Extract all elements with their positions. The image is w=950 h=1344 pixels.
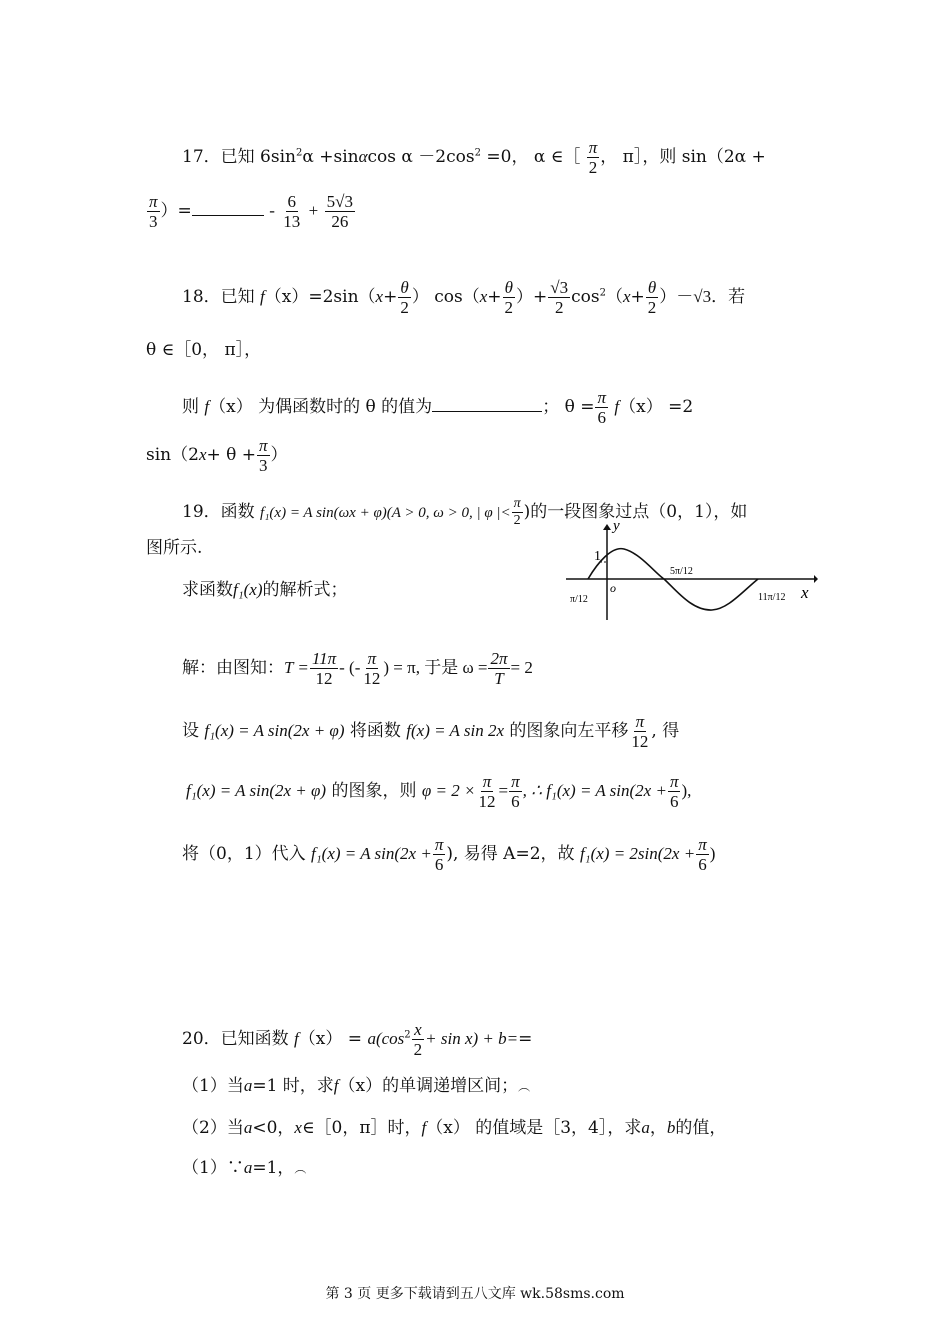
q18-line3: 则 f（x） 为偶函数时的 θ 的值为 ； θ = $\frac{\pi}{6}$ f（x） =2 (182, 388, 694, 427)
q19-line3: 求函数f₁(x)的解析式； (182, 580, 348, 600)
fraction-theta-2: $\frac{\theta}{2}$ (647, 278, 657, 317)
q20-line1: 20．已知函数 $f(x) = a(\cos^2$ $\frac{x}{2}$ + sin x) + b== (182, 1020, 533, 1059)
fraction-pi-12: $\frac{\pi}{12}$ (631, 712, 649, 751)
y-tick-one: 1 (594, 549, 601, 564)
q18-line2: θ ∈［0， π］， (146, 340, 262, 360)
fraction-11pi-12: $\frac{11\pi}{12}$ (311, 649, 337, 688)
fraction-pi-3: $\frac{\pi}{3}$ (259, 436, 268, 475)
tick-11pi-12: 11π/12 (758, 592, 786, 603)
fraction-pi-2: $\frac{\pi}{2}$ (513, 496, 521, 528)
q20-solution-1: （1）∵a=1，︵ (182, 1158, 307, 1178)
fraction-sqrt3-2: $\frac{√3}{2}$ (550, 278, 569, 317)
fraction-pi-6: $\frac{\pi}{6}$ (434, 835, 444, 874)
fraction-pi-12: $\frac{\pi}{12}$ (363, 649, 381, 688)
fraction-pi-12: $\frac{\pi}{12}$ (478, 772, 496, 811)
fraction-pi-6: $\frac{\pi}{6}$ (698, 835, 707, 874)
x-label: x (801, 583, 809, 602)
page-footer: 第 3 页 更多下载请到五八文库 wk.58sms.com (325, 1286, 625, 1302)
x-axis-arrow (814, 575, 818, 583)
q18-line4: sin（2x+ θ + $\frac{\pi}{3}$ ） (146, 436, 288, 475)
tick-minus-pi-12: π/12 (570, 594, 588, 605)
y-label: y (613, 522, 620, 534)
fraction-pi-6: $\frac{\pi}{6}$ (511, 772, 520, 811)
q19-solution-2: 设 f₁(x) = A sin(2x + φ) 将函数 f(x) = A sin 2x 的图象向左平移 $\frac{\pi}{12}$ , 得 (182, 712, 680, 751)
bracket-mark: ︵ (518, 1079, 531, 1094)
fraction-theta-2: $\frac{\theta}{2}$ (504, 278, 514, 317)
q19-line2: 图所示. (146, 538, 203, 558)
q20-part1: （1）当a=1 时，求f（x）的单调递增区间；︵ (182, 1076, 531, 1096)
fraction-theta-2: $\frac{\theta}{2}$ (400, 278, 409, 317)
q17-line2: $\frac{\pi}{3}$ ）= - $\frac{6}{13}$ + $\frac{5√3}{26}$ (149, 192, 354, 231)
bracket-mark: ︵ (294, 1161, 307, 1176)
fraction-pi-6: $\frac{\pi}{6}$ (669, 772, 679, 811)
q19-line1: 19．函数 f₁(x) = A sin(ωx + φ)(A > 0, ω > 0, | φ |< $\frac{\pi}{2}$ )的一段图象过点（0，1），如 (182, 496, 748, 528)
answer-blank (432, 411, 542, 412)
answer-blank (192, 215, 264, 216)
fraction-2pi-T: $\frac{2\pi}{T}$ (490, 649, 508, 688)
tick-5pi-12: 5π/12 (670, 566, 693, 577)
q19-solution-3: f₁(x) = A sin(2x + φ) 的图象，则 φ = 2 × $\frac{\pi}{12}$ = $\frac{\pi}{6}$ , ∴ f₁(x) = A sin(2x + $\frac{\pi}{6}$ ), (186, 772, 692, 811)
q19-solution-4: 将（0，1）代入 f₁(x) = A sin(2x + $\frac{\pi}{6}$ ), 易得 A=2，故 f₁(x) = 2sin(2x + $\frac{\pi}{6}$ ) (182, 835, 716, 874)
q20-part2: （2）当a<0，x∈［0，π］时，f（x） 的值域是［3，4］，求a，b的值， (182, 1118, 727, 1138)
y-axis-arrow (603, 524, 611, 530)
origin-label: o (610, 581, 616, 595)
q17-line1: 17．已知 $6\sin^2\alpha +\sin\alpha\cos$ $\alpha -2\cos^2 =0$， α ∈［ $\frac{\pi}{2}$ ， π］，则 sin（2α + (182, 138, 766, 177)
fraction-pi-over-3: $\frac{\pi}{3}$ (149, 192, 158, 231)
q19-solution-1: 解：由图知：T = $\frac{11\pi}{12}$ - (- $\frac{\pi}{12}$ ) = π, 于是 ω = $\frac{2\pi}{T}$ = 2 (182, 649, 533, 688)
fraction-pi-over-2: $\frac{\pi}{2}$ (588, 138, 598, 177)
fraction-5sqrt3-26: $\frac{5√3}{26}$ (326, 192, 354, 231)
sine-graph (560, 522, 820, 622)
fraction-6-13: $\frac{6}{13}$ (283, 192, 301, 231)
fraction-x-2: $\frac{x}{2}$ (413, 1020, 423, 1059)
q18-line1: 18．已知 f（x）=2sin（x+ $\frac{\theta}{2}$ ） cos（x+ $\frac{\theta}{2}$ ）+ $\frac{√3}{2}$ $\cos^2(x+$ $\frac{\theta}{2}$ ）－√3．若 (182, 278, 746, 317)
fraction-pi-6: $\frac{\pi}{6}$ (597, 388, 607, 427)
